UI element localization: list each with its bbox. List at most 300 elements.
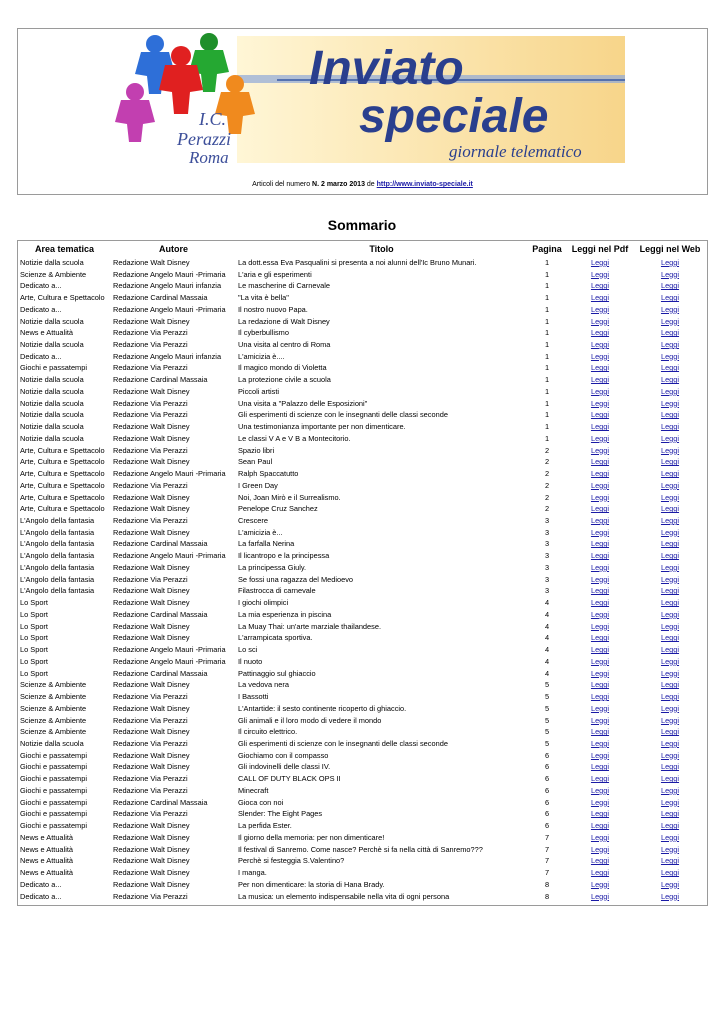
logo-line-2: Perazzi bbox=[177, 129, 231, 149]
cell-web-link bbox=[633, 351, 707, 363]
cell-area: L'Angolo della fantasia bbox=[20, 539, 95, 549]
read-web-link[interactable]: Leggi bbox=[660, 340, 680, 349]
read-web-link[interactable]: Leggi bbox=[660, 281, 680, 291]
cell-area: News e Attualità bbox=[20, 868, 73, 878]
table-row bbox=[18, 398, 707, 410]
cell-title: L'Antartide: il sesto continente ricoperto di ghiaccio. bbox=[238, 703, 407, 713]
cell-title: I manga. bbox=[238, 868, 267, 878]
read-pdf-link[interactable]: Leggi bbox=[590, 469, 610, 479]
read-pdf-link[interactable]: Leggi bbox=[590, 785, 610, 795]
read-pdf-link[interactable]: Leggi bbox=[590, 762, 610, 772]
cell-web-link bbox=[633, 480, 707, 492]
cell-title: Gli animali e il loro modo di vedere il mondo bbox=[238, 715, 382, 725]
read-pdf-link[interactable]: Leggi bbox=[590, 480, 610, 490]
read-pdf-link[interactable]: Leggi bbox=[590, 633, 610, 643]
read-web-link[interactable]: Leggi bbox=[660, 821, 680, 831]
cell-area: Giochi e passatempi bbox=[20, 785, 87, 795]
read-web-link[interactable]: Leggi bbox=[660, 785, 680, 795]
cell-title: Per non dimenticare: la storia di Hana Brady. bbox=[238, 879, 385, 889]
read-web-link[interactable]: Leggi bbox=[660, 844, 680, 854]
table-row bbox=[18, 797, 707, 809]
read-web-link[interactable]: Leggi bbox=[660, 797, 680, 807]
read-web-link[interactable]: Leggi bbox=[660, 257, 680, 267]
read-pdf-link[interactable]: Leggi bbox=[590, 410, 610, 420]
cell-web-link bbox=[633, 644, 707, 656]
read-pdf-link[interactable]: Leggi bbox=[590, 715, 610, 725]
cell-page: 1 bbox=[544, 316, 550, 326]
cell-area: Arte, Cultura e Spettacolo bbox=[20, 445, 105, 455]
read-pdf-link[interactable]: Leggi bbox=[590, 257, 610, 267]
cell-pdf-link bbox=[567, 703, 633, 715]
banner-logo bbox=[97, 32, 625, 166]
cell-web-link bbox=[633, 527, 707, 539]
read-pdf-link[interactable]: Leggi bbox=[590, 750, 610, 760]
table-row bbox=[18, 609, 707, 621]
cell-pdf-link bbox=[567, 891, 633, 903]
read-web-link[interactable]: Leggi bbox=[660, 492, 680, 502]
read-web-link[interactable]: Leggi bbox=[660, 891, 680, 901]
table-row bbox=[18, 445, 707, 457]
cell-page: 3 bbox=[544, 551, 550, 561]
cell-area: Dedicato a... bbox=[20, 891, 62, 901]
cell-title: I Green Day bbox=[238, 480, 278, 490]
cell-pdf-link bbox=[567, 351, 633, 363]
cell-page: 1 bbox=[544, 422, 550, 432]
read-pdf-link[interactable]: Leggi bbox=[590, 645, 610, 655]
cell-title: Una visita al centro di Roma bbox=[238, 340, 331, 349]
table-row bbox=[18, 386, 707, 398]
cell-title: Spazio libri bbox=[238, 445, 275, 455]
read-web-link[interactable]: Leggi bbox=[660, 609, 680, 619]
cell-title: I Bassotti bbox=[238, 692, 269, 702]
cell-web-link bbox=[633, 715, 707, 727]
cell-pdf-link bbox=[567, 656, 633, 668]
logo-line-1: I.C. bbox=[199, 109, 226, 129]
read-web-link[interactable]: Leggi bbox=[660, 738, 680, 748]
read-pdf-link[interactable]: Leggi bbox=[590, 821, 610, 831]
read-web-link[interactable]: Leggi bbox=[660, 363, 680, 373]
cell-author: Redazione Cardinal Massaia bbox=[113, 293, 208, 303]
cell-area: Scienze & Ambiente bbox=[20, 680, 87, 690]
cell-area: Notizie dalla scuola bbox=[20, 257, 84, 267]
read-web-link[interactable]: Leggi bbox=[660, 856, 680, 866]
cell-page: 1 bbox=[544, 375, 550, 385]
read-pdf-link[interactable]: Leggi bbox=[590, 868, 610, 878]
cell-author: Redazione Via Perazzi bbox=[113, 340, 188, 349]
cell-web-link bbox=[633, 304, 707, 316]
read-web-link[interactable]: Leggi bbox=[660, 398, 680, 408]
cell-title: Il cyberbullismo bbox=[238, 328, 289, 338]
read-pdf-link[interactable]: Leggi bbox=[590, 457, 610, 467]
read-pdf-link[interactable]: Leggi bbox=[590, 574, 610, 584]
cell-author: Redazione Walt Disney bbox=[113, 527, 190, 537]
banner bbox=[97, 32, 625, 166]
cell-area: L'Angolo della fantasia bbox=[20, 574, 95, 584]
cell-web-link bbox=[633, 867, 707, 879]
cell-web-link bbox=[633, 679, 707, 691]
read-web-link[interactable]: Leggi bbox=[660, 868, 680, 878]
cell-page: 4 bbox=[544, 598, 550, 608]
cell-web-link bbox=[633, 762, 707, 774]
table-row bbox=[18, 668, 707, 680]
cell-area: Lo Sport bbox=[20, 656, 48, 666]
read-web-link[interactable]: Leggi bbox=[660, 445, 680, 455]
table-row bbox=[18, 773, 707, 785]
read-pdf-link[interactable]: Leggi bbox=[590, 598, 610, 608]
read-web-link[interactable]: Leggi bbox=[660, 328, 680, 338]
read-web-link[interactable]: Leggi bbox=[660, 457, 680, 467]
cell-pdf-link bbox=[567, 492, 633, 504]
read-pdf-link[interactable]: Leggi bbox=[590, 433, 610, 443]
cell-title: Il nostro nuovo Papa. bbox=[238, 304, 308, 314]
cell-area: L'Angolo della fantasia bbox=[20, 562, 95, 572]
read-pdf-link[interactable]: Leggi bbox=[590, 328, 610, 338]
cell-web-link bbox=[633, 398, 707, 410]
cell-title: La Muay Thai: un'arte marziale thailandese. bbox=[238, 621, 382, 631]
cell-web-link bbox=[633, 562, 707, 574]
table-row bbox=[18, 316, 707, 328]
table-row bbox=[18, 855, 707, 867]
cell-page: 6 bbox=[544, 809, 550, 819]
read-pdf-link[interactable]: Leggi bbox=[590, 340, 610, 349]
cell-area: Arte, Cultura e Spettacolo bbox=[20, 504, 105, 514]
cell-web-link bbox=[633, 492, 707, 504]
cell-pdf-link bbox=[567, 586, 633, 598]
read-pdf-link[interactable]: Leggi bbox=[590, 656, 610, 666]
banner-title-line-1: Inviato bbox=[309, 42, 464, 95]
table-row bbox=[18, 292, 707, 304]
cell-pdf-link bbox=[567, 668, 633, 680]
read-pdf-link[interactable]: Leggi bbox=[590, 844, 610, 854]
read-web-link[interactable]: Leggi bbox=[660, 715, 680, 725]
read-pdf-link[interactable]: Leggi bbox=[590, 281, 610, 291]
read-pdf-link[interactable]: Leggi bbox=[590, 398, 610, 408]
cell-title: Gli esperimenti di scienze con le insegnanti delle classi seconde bbox=[238, 738, 448, 748]
cell-title: L'amicizia è.... bbox=[238, 351, 285, 361]
cell-web-link bbox=[633, 609, 707, 621]
cell-pdf-link bbox=[567, 503, 633, 515]
read-pdf-link[interactable]: Leggi bbox=[590, 539, 610, 549]
cell-page: 3 bbox=[544, 574, 550, 584]
cell-web-link bbox=[633, 809, 707, 821]
read-web-link[interactable]: Leggi bbox=[660, 656, 680, 666]
cell-pdf-link bbox=[567, 855, 633, 867]
read-pdf-link[interactable]: Leggi bbox=[590, 516, 610, 526]
read-pdf-link[interactable]: Leggi bbox=[590, 316, 610, 326]
read-web-link[interactable]: Leggi bbox=[660, 633, 680, 643]
read-web-link[interactable]: Leggi bbox=[660, 375, 680, 385]
cell-area: Dedicato a... bbox=[20, 879, 62, 889]
read-web-link[interactable]: Leggi bbox=[660, 293, 680, 303]
table-row bbox=[18, 257, 707, 269]
read-web-link[interactable]: Leggi bbox=[660, 351, 680, 361]
cell-page: 5 bbox=[544, 715, 550, 725]
cell-author: Redazione Walt Disney bbox=[113, 868, 190, 878]
issue-mid: de bbox=[364, 181, 377, 188]
cell-page: 1 bbox=[544, 363, 550, 373]
read-web-link[interactable]: Leggi bbox=[660, 680, 680, 690]
cell-pdf-link bbox=[567, 363, 633, 375]
col-header-author: Autore bbox=[159, 244, 188, 254]
cell-author: Redazione Walt Disney bbox=[113, 621, 190, 631]
cell-area: Dedicato a... bbox=[20, 351, 62, 361]
read-web-link[interactable]: Leggi bbox=[660, 774, 680, 784]
cell-title: La vedova nera bbox=[238, 680, 289, 690]
cell-web-link bbox=[633, 820, 707, 832]
issue-number: N. 2 marzo 2013 bbox=[312, 181, 365, 188]
cell-title: Una testimonianza importante per non dimenticare. bbox=[238, 422, 406, 432]
cell-area: Giochi e passatempi bbox=[20, 821, 87, 831]
table-row bbox=[18, 738, 707, 750]
cell-area: Lo Sport bbox=[20, 621, 48, 631]
cell-title: La farfalla Nerina bbox=[238, 539, 295, 549]
cell-page: 7 bbox=[544, 868, 550, 878]
table-row bbox=[18, 421, 707, 433]
read-web-link[interactable]: Leggi bbox=[660, 433, 680, 443]
read-pdf-link[interactable]: Leggi bbox=[590, 504, 610, 514]
cell-area: Notizie dalla scuola bbox=[20, 386, 84, 396]
read-pdf-link[interactable]: Leggi bbox=[590, 551, 610, 561]
cell-title: Se fossi una ragazza del Medioevo bbox=[238, 574, 354, 584]
read-pdf-link[interactable]: Leggi bbox=[590, 621, 610, 631]
col-header-title: Titolo bbox=[369, 244, 394, 254]
read-web-link[interactable]: Leggi bbox=[660, 692, 680, 702]
cell-page: 8 bbox=[544, 891, 550, 901]
cell-page: 1 bbox=[544, 340, 550, 349]
cell-area: News e Attualità bbox=[20, 832, 73, 842]
cell-pdf-link bbox=[567, 750, 633, 762]
banner-subtitle: giornale telematico bbox=[449, 142, 582, 161]
table-row bbox=[18, 691, 707, 703]
cell-author: Redazione Angelo Mauri -Primaria bbox=[113, 551, 226, 561]
read-pdf-link[interactable]: Leggi bbox=[590, 363, 610, 373]
cell-pdf-link bbox=[567, 374, 633, 386]
cell-title: Gli esperimenti di scienze con le insegnanti delle classi seconde bbox=[238, 410, 448, 420]
read-pdf-link[interactable]: Leggi bbox=[590, 809, 610, 819]
table-row bbox=[18, 351, 707, 363]
read-pdf-link[interactable]: Leggi bbox=[590, 738, 610, 748]
read-pdf-link[interactable]: Leggi bbox=[590, 832, 610, 842]
read-web-link[interactable]: Leggi bbox=[660, 621, 680, 631]
read-pdf-link[interactable]: Leggi bbox=[590, 386, 610, 396]
cell-web-link bbox=[633, 468, 707, 480]
read-pdf-link[interactable]: Leggi bbox=[590, 527, 610, 537]
cell-author: Redazione Walt Disney bbox=[113, 844, 190, 854]
cell-title: Sean Paul bbox=[238, 457, 273, 467]
read-pdf-link[interactable]: Leggi bbox=[590, 668, 610, 678]
read-pdf-link[interactable]: Leggi bbox=[590, 586, 610, 596]
cell-area: Giochi e passatempi bbox=[20, 762, 87, 772]
website-link[interactable]: http://www.inviato-speciale.it bbox=[376, 181, 473, 188]
table-row bbox=[18, 515, 707, 527]
cell-web-link bbox=[633, 269, 707, 281]
cell-page: 4 bbox=[544, 621, 550, 631]
cell-author: Redazione Walt Disney bbox=[113, 703, 190, 713]
cell-web-link bbox=[633, 633, 707, 645]
read-pdf-link[interactable]: Leggi bbox=[590, 445, 610, 455]
cell-page: 7 bbox=[544, 856, 550, 866]
cell-author: Redazione Walt Disney bbox=[113, 821, 190, 831]
cell-pdf-link bbox=[567, 609, 633, 621]
read-web-link[interactable]: Leggi bbox=[660, 269, 680, 279]
cell-author: Redazione Walt Disney bbox=[113, 457, 190, 467]
read-web-link[interactable]: Leggi bbox=[660, 386, 680, 396]
read-pdf-link[interactable]: Leggi bbox=[590, 856, 610, 866]
read-web-link[interactable]: Leggi bbox=[660, 539, 680, 549]
read-pdf-link[interactable]: Leggi bbox=[590, 703, 610, 713]
cell-pdf-link bbox=[567, 867, 633, 879]
read-web-link[interactable]: Leggi bbox=[660, 516, 680, 526]
cell-area: Scienze & Ambiente bbox=[20, 269, 87, 279]
read-pdf-link[interactable]: Leggi bbox=[590, 727, 610, 737]
read-pdf-link[interactable]: Leggi bbox=[590, 351, 610, 361]
cell-area: Giochi e passatempi bbox=[20, 809, 87, 819]
read-web-link[interactable]: Leggi bbox=[660, 879, 680, 889]
read-web-link[interactable]: Leggi bbox=[660, 668, 680, 678]
read-pdf-link[interactable]: Leggi bbox=[590, 304, 610, 314]
header-box bbox=[17, 28, 708, 195]
cell-author: Redazione Walt Disney bbox=[113, 856, 190, 866]
cell-area: Notizie dalla scuola bbox=[20, 738, 84, 748]
read-web-link[interactable]: Leggi bbox=[660, 645, 680, 655]
cell-web-link bbox=[633, 703, 707, 715]
read-web-link[interactable]: Leggi bbox=[660, 316, 680, 326]
cell-pdf-link bbox=[567, 257, 633, 269]
read-web-link[interactable]: Leggi bbox=[660, 832, 680, 842]
issue-info-line bbox=[18, 181, 707, 188]
read-pdf-link[interactable]: Leggi bbox=[590, 562, 610, 572]
cell-title: Filastrocca di carnevale bbox=[238, 586, 316, 596]
read-pdf-link[interactable]: Leggi bbox=[590, 879, 610, 889]
read-pdf-link[interactable]: Leggi bbox=[590, 269, 610, 279]
cell-page: 1 bbox=[544, 433, 550, 443]
cell-pdf-link bbox=[567, 738, 633, 750]
cell-page: 1 bbox=[544, 351, 550, 361]
cell-page: 6 bbox=[544, 774, 550, 784]
cell-author: Redazione Angelo Mauri -Primaria bbox=[113, 645, 226, 655]
table-row bbox=[18, 433, 707, 445]
table-row bbox=[18, 527, 707, 539]
cell-title: Una visita a "Palazzo delle Esposizioni" bbox=[238, 398, 368, 408]
table-row bbox=[18, 374, 707, 386]
read-web-link[interactable]: Leggi bbox=[660, 422, 680, 432]
cell-page: 8 bbox=[544, 879, 550, 889]
cell-pdf-link bbox=[567, 574, 633, 586]
cell-title: Le mascherine di Carnevale bbox=[238, 281, 331, 291]
cell-page: 4 bbox=[544, 609, 550, 619]
page-title: Sommario bbox=[327, 217, 397, 233]
cell-web-link bbox=[633, 586, 707, 598]
cell-web-link bbox=[633, 515, 707, 527]
cell-pdf-link bbox=[567, 468, 633, 480]
cell-area: Notizie dalla scuola bbox=[20, 433, 84, 443]
cell-pdf-link bbox=[567, 762, 633, 774]
table-row bbox=[18, 621, 707, 633]
read-pdf-link[interactable]: Leggi bbox=[590, 692, 610, 702]
cell-title: Il nuoto bbox=[238, 656, 263, 666]
table-row bbox=[18, 280, 707, 292]
cell-area: Arte, Cultura e Spettacolo bbox=[20, 469, 105, 479]
read-pdf-link[interactable]: Leggi bbox=[590, 680, 610, 690]
cell-area: Lo Sport bbox=[20, 668, 48, 678]
read-web-link[interactable]: Leggi bbox=[660, 527, 680, 537]
cell-pdf-link bbox=[567, 832, 633, 844]
cell-pdf-link bbox=[567, 597, 633, 609]
cell-author: Redazione Angelo Mauri -Primaria bbox=[113, 269, 226, 279]
table-row bbox=[18, 750, 707, 762]
cell-area: Giochi e passatempi bbox=[20, 363, 87, 373]
table-row bbox=[18, 703, 707, 715]
read-web-link[interactable]: Leggi bbox=[660, 703, 680, 713]
col-header-web: Leggi nel Web bbox=[639, 244, 701, 254]
cell-title: Il licantropo e la principessa bbox=[238, 551, 330, 561]
read-web-link[interactable]: Leggi bbox=[660, 562, 680, 572]
cell-title: CALL OF DUTY BLACK OPS II bbox=[238, 774, 341, 784]
table-header-row bbox=[18, 241, 707, 257]
cell-title: I giochi olimpici bbox=[238, 598, 289, 608]
cell-author: Redazione Walt Disney bbox=[113, 492, 190, 502]
cell-area: L'Angolo della fantasia bbox=[20, 527, 95, 537]
read-web-link[interactable]: Leggi bbox=[660, 727, 680, 737]
read-web-link[interactable]: Leggi bbox=[660, 586, 680, 596]
cell-author: Redazione Cardinal Massaia bbox=[113, 668, 208, 678]
cell-author: Redazione Via Perazzi bbox=[113, 692, 188, 702]
cell-pdf-link bbox=[567, 844, 633, 856]
read-pdf-link[interactable]: Leggi bbox=[590, 492, 610, 502]
cell-page: 5 bbox=[544, 738, 550, 748]
read-web-link[interactable]: Leggi bbox=[660, 762, 680, 772]
cell-author: Redazione Walt Disney bbox=[113, 562, 190, 572]
cell-pdf-link bbox=[567, 679, 633, 691]
read-pdf-link[interactable]: Leggi bbox=[590, 422, 610, 432]
cell-area: Dedicato a... bbox=[20, 281, 62, 291]
cell-page: 5 bbox=[544, 692, 550, 702]
read-web-link[interactable]: Leggi bbox=[660, 469, 680, 479]
cell-author: Redazione Via Perazzi bbox=[113, 809, 188, 819]
read-web-link[interactable]: Leggi bbox=[660, 410, 680, 420]
table-row bbox=[18, 844, 707, 856]
cell-pdf-link bbox=[567, 527, 633, 539]
read-pdf-link[interactable]: Leggi bbox=[590, 797, 610, 807]
cell-area: Notizie dalla scuola bbox=[20, 422, 84, 432]
read-pdf-link[interactable]: Leggi bbox=[590, 774, 610, 784]
read-web-link[interactable]: Leggi bbox=[660, 809, 680, 819]
cell-web-link bbox=[633, 797, 707, 809]
read-pdf-link[interactable]: Leggi bbox=[590, 609, 610, 619]
read-web-link[interactable]: Leggi bbox=[660, 304, 680, 314]
cell-web-link bbox=[633, 832, 707, 844]
read-web-link[interactable]: Leggi bbox=[660, 598, 680, 608]
read-web-link[interactable]: Leggi bbox=[660, 480, 680, 490]
cell-pdf-link bbox=[567, 410, 633, 422]
cell-author: Redazione Cardinal Massaia bbox=[113, 609, 208, 619]
cell-title: Ralph Spaccatutto bbox=[238, 469, 299, 479]
read-web-link[interactable]: Leggi bbox=[660, 574, 680, 584]
read-web-link[interactable]: Leggi bbox=[660, 750, 680, 760]
cell-title: Il giorno della memoria: per non dimenticare! bbox=[238, 832, 385, 842]
read-web-link[interactable]: Leggi bbox=[660, 551, 680, 561]
read-pdf-link[interactable]: Leggi bbox=[590, 375, 610, 385]
cell-author: Redazione Walt Disney bbox=[113, 832, 190, 842]
read-pdf-link[interactable]: Leggi bbox=[590, 293, 610, 303]
cell-author: Redazione Walt Disney bbox=[113, 598, 190, 608]
read-pdf-link[interactable]: Leggi bbox=[590, 891, 610, 901]
cell-pdf-link bbox=[567, 480, 633, 492]
cell-page: 2 bbox=[544, 480, 550, 490]
read-web-link[interactable]: Leggi bbox=[660, 504, 680, 514]
table-row bbox=[18, 574, 707, 586]
table-row bbox=[18, 879, 707, 891]
